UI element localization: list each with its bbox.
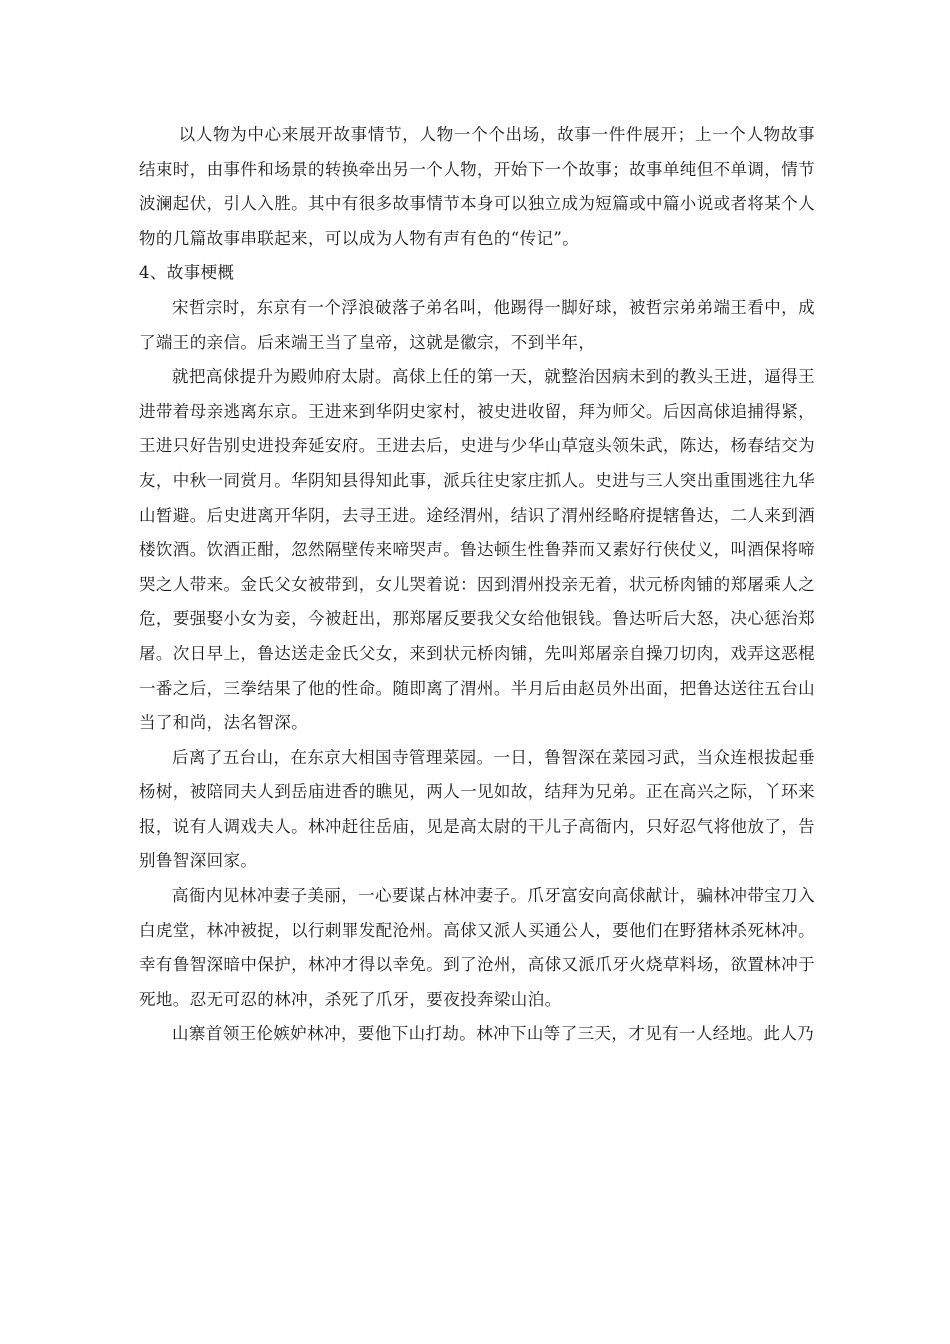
document-body bbox=[139, 118, 815, 1052]
synopsis-paragraph: 后离了五台山，在东京大相国寺管理菜园。一日，鲁智深在菜园习武，当众连根拔起垂杨树，被陪同夫人到岳庙进香的瞧见，两人一见如故，结拜为兄弟。正在高兴之际，丫环来报，说有人调戏夫人。林冲赶往岳庙，见是高太尉的干儿子高衙内，只好忍气将他放了，告别鲁智深回家。 bbox=[139, 747, 815, 871]
synopsis-paragraph: 宋哲宗时，东京有一个浮浪破落子弟名叫，他踢得一脚好球，被哲宗弟弟端王看中，成了端王的亲信。后来端王当了皇帝，这就是徽宗，不到半年， bbox=[139, 297, 815, 352]
synopsis-paragraph: 就把高俅提升为殿帅府太尉。高俅上任的第一天，就整治因病未到的教头王进，逼得王进带着母亲逃离东京。王进来到华阴史家村，被史进收留，拜为师父。后因高俅追捕得紧，王进只好告别史进投奔延安府。王进去后，史进与少华山草寇头领朱武，陈达，杨春结交为友，中秋一同赏月。华阴知县得知此事，派兵往史家庄抓人。史进与三人突出重围逃往九华山暂避。后史进离开华阴，去寻王进。途经渭州，结识了渭州经略府提辖鲁达，二人来到酒楼饮酒。饮酒正酣，忽然隔壁传来啼哭声。鲁达顿生性鲁莽而又素好行侠仗义，叫酒保将啼哭之人带来。金氏父女被带到，女儿哭着说：因到渭州投亲无着，状元桥肉铺的郑屠乘人之危，要强娶小女为妾，今被赶出，那郑屠反要我父女给他银钱。鲁达听后大怒，决心惩治郑屠。次日早上，鲁达送走金氏父女，来到状元桥肉铺，先叫郑屠亲自操刀切肉，戏弄这恶棍一番之后，三拳结果了他的性命。随即离了渭州。半月后由赵员外出面，把鲁达送往五台山当了和尚，法名智深。 bbox=[139, 367, 815, 733]
synopsis-paragraph: 高衙内见林冲妻子美丽，一心要谋占林冲妻子。爪牙富安向高俅献计，骗林冲带宝刀入白虎堂，林冲被捉，以行刺罪发配沧州。高俅又派人买通公人，要他们在野猪林杀死林冲。幸有鲁智深暗中保护，林冲才得以幸免。到了沧州，高俅又派爪牙火烧草料场，欲置林冲于死地。忍无可忍的林冲，杀死了爪牙，要夜投奔梁山泊。 bbox=[139, 886, 815, 1009]
intro-paragraph: 以人物为中心来展开故事情节，人物一个个出场，故事一件件展开；上一个人物故事结束时，由事件和场景的转换牵出另一个人物，开始下一个故事；故事单纯但不单调，情节波澜起伏，引人入胜。其中有很多故事情节本身可以独立成为短篇或中篇小说或者将某个人物的几篇故事串联起来，可以成为人物有声有色的“传记”。 bbox=[139, 125, 815, 248]
section-heading: 4、故事梗概 bbox=[139, 263, 235, 283]
synopsis-paragraph: 山寨首领王伦嫉妒林冲，要他下山打劫。林冲下山等了三天，才见有一人经地。此人乃 bbox=[172, 1024, 815, 1044]
